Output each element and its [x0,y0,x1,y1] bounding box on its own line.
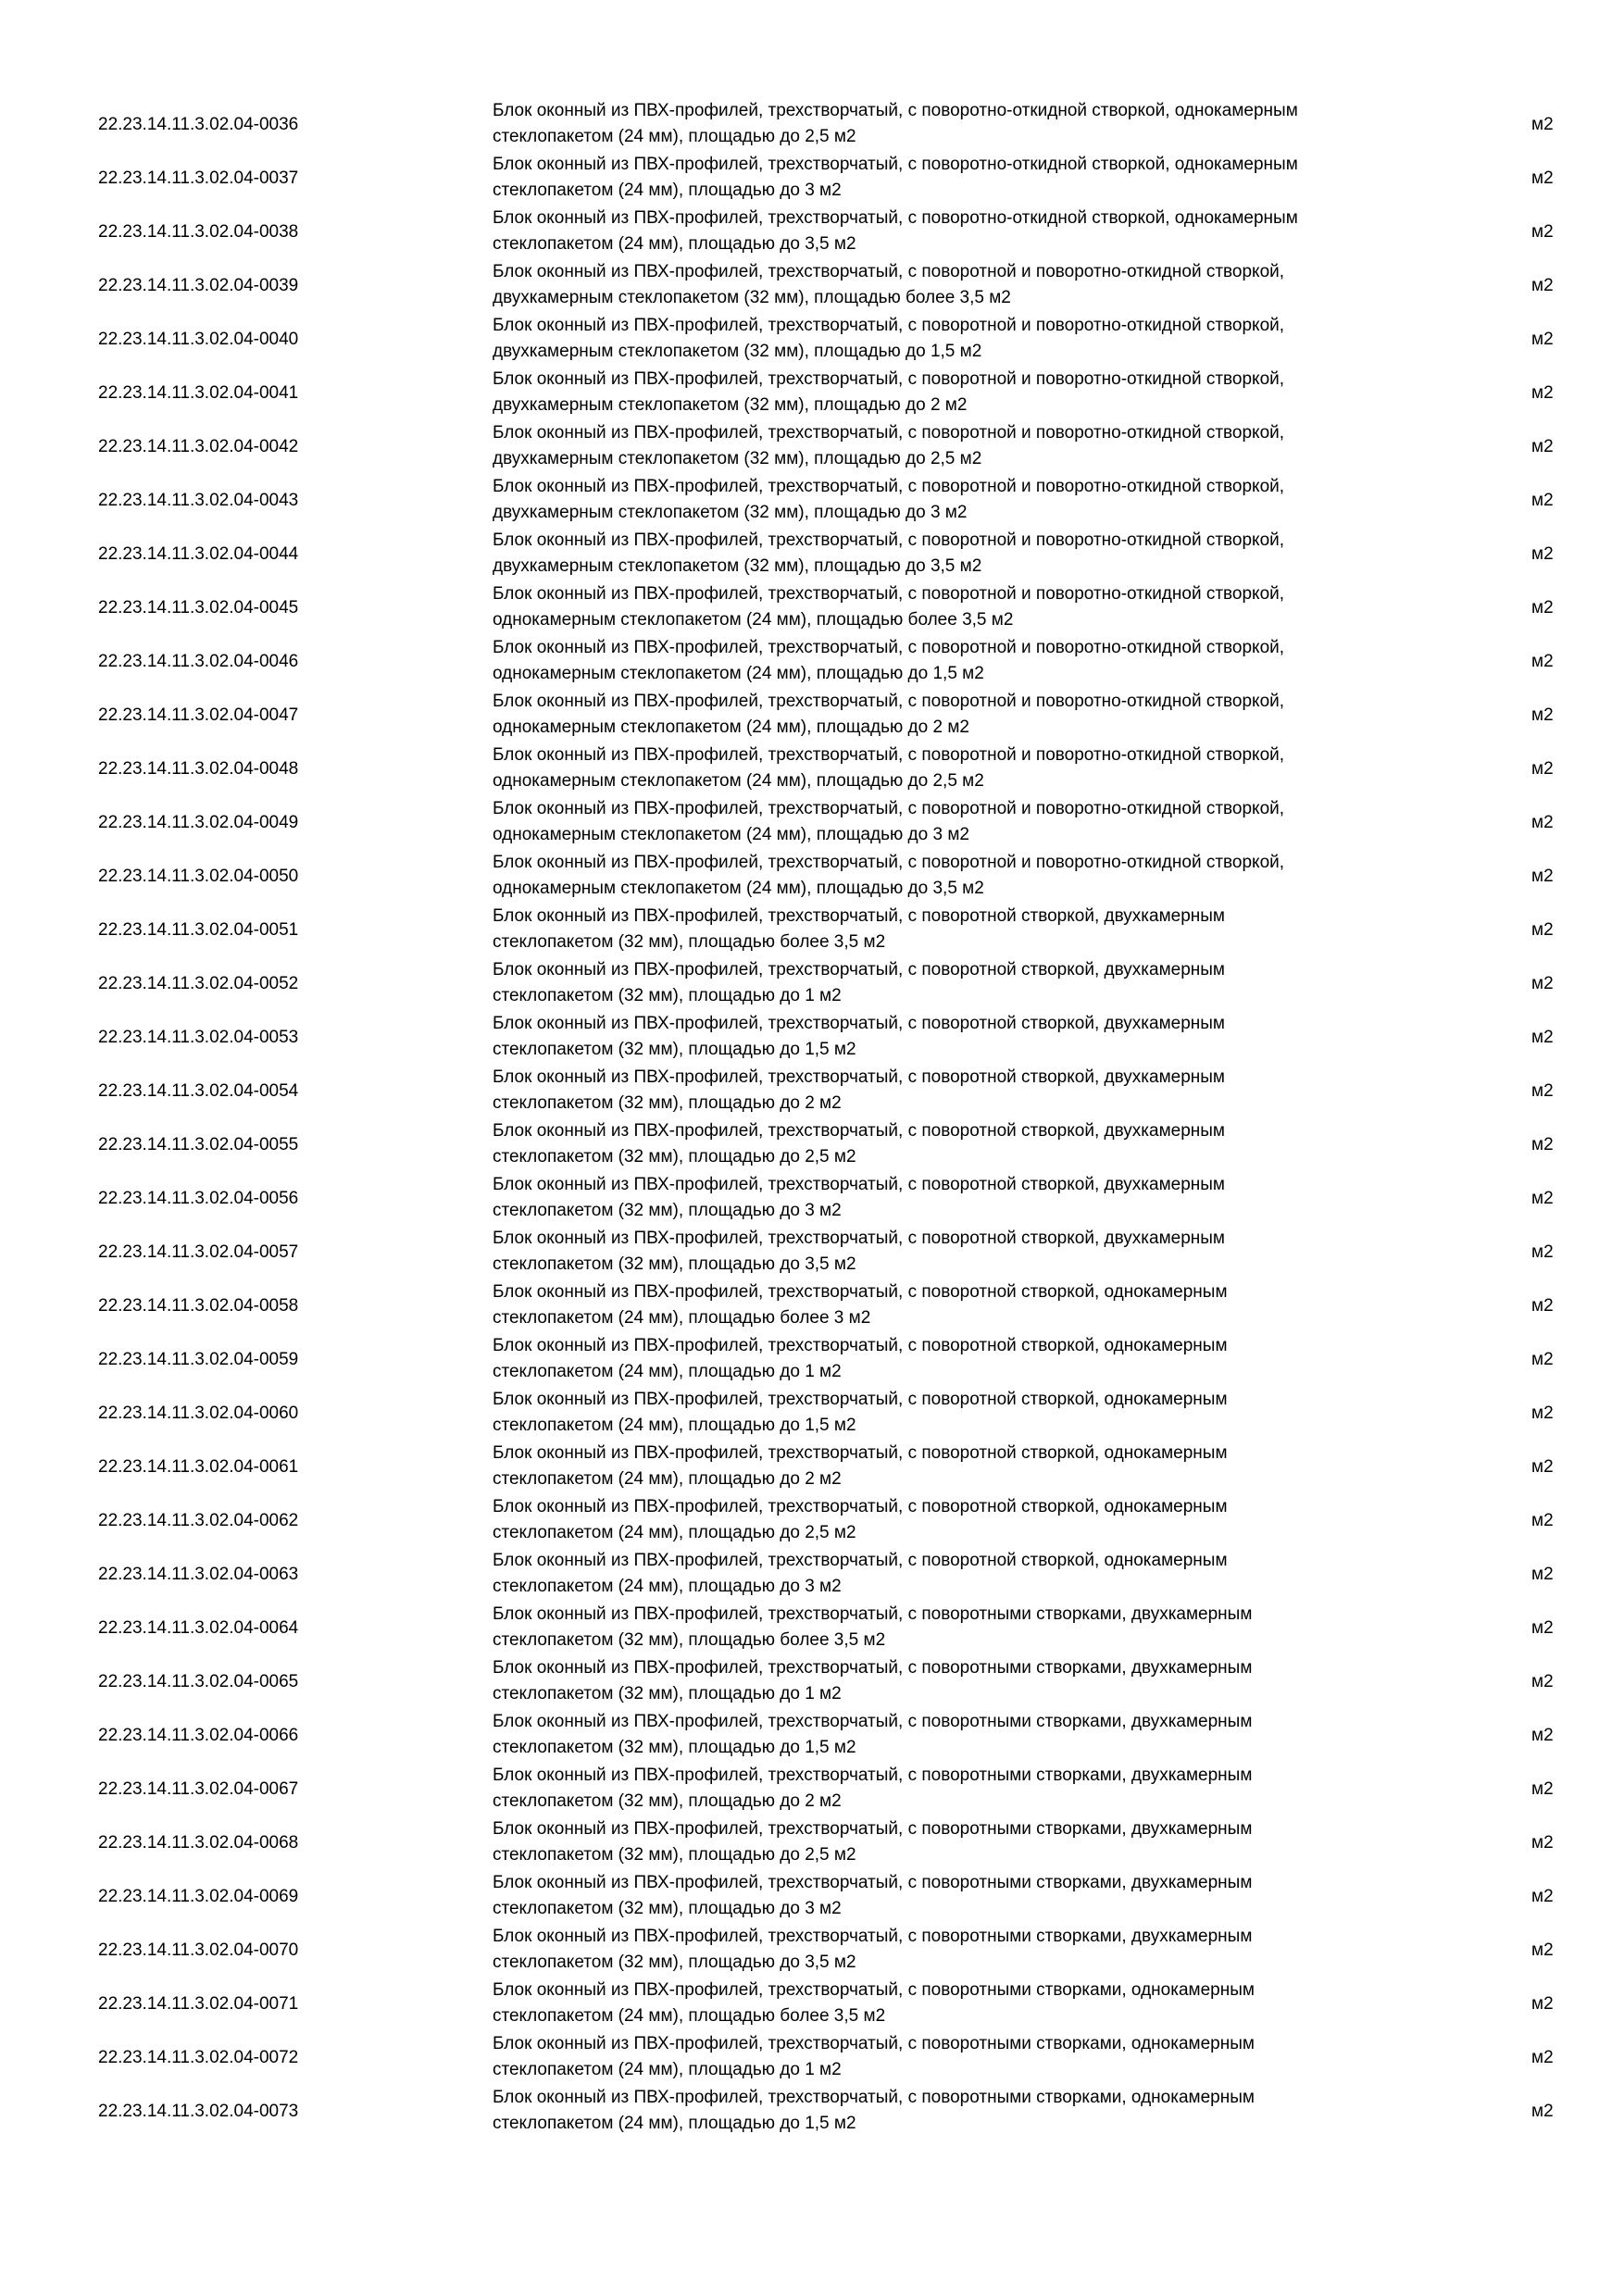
table-row [0,1011,1624,1065]
unit-of-measure: м2 [1531,115,1554,134]
resource-description [493,1816,1418,1870]
description-line-2: однокамерным стеклопакетом (24 мм), площадью более 3,5 м2 [493,610,1014,630]
description-line-1: Блок оконный из ПВХ-профилей, трехстворчатый, с поворотными створками, двухкамерным [493,1766,1253,1785]
resource-description [493,152,1418,206]
description-line-2: стеклопакетом (32 мм), площадью до 2 м2 [493,1093,842,1113]
unit-of-measure: м2 [1531,383,1554,403]
description-line-2: стеклопакетом (32 мм), площадью до 1,5 м2 [493,1040,856,1059]
resource-code: 22.23.14.11.3.02.04-0056 [98,1189,299,1208]
resource-description [493,98,1418,152]
table-row [0,2085,1624,2139]
resource-description [493,474,1418,528]
description-line-1: Блок оконный из ПВХ-профилей, трехстворчатый, с поворотными створками, двухкамерным [493,1873,1253,1892]
description-line-1: Блок оконный из ПВХ-профилей, трехстворчатый, с поворотной створкой, однокамерным [493,1551,1228,1570]
resource-code: 22.23.14.11.3.02.04-0044 [98,544,299,564]
description-line-1: Блок оконный из ПВХ-профилей, трехстворчатый, с поворотными створками, двухкамерным [493,1658,1253,1678]
resource-description [493,742,1418,796]
table-row [0,259,1624,313]
description-line-2: двухкамерным стеклопакетом (32 мм), площадью до 2,5 м2 [493,449,982,468]
resource-code: 22.23.14.11.3.02.04-0060 [98,1404,299,1423]
description-line-1: Блок оконный из ПВХ-профилей, трехстворчатый, с поворотной и поворотно-откидной створкой, [493,423,1285,443]
description-line-1: Блок оконный из ПВХ-профилей, трехстворчатый, с поворотными створками, однокамерным [493,1980,1255,2000]
resource-code: 22.23.14.11.3.02.04-0042 [98,437,299,456]
unit-of-measure: м2 [1531,1189,1554,1208]
resource-code: 22.23.14.11.3.02.04-0039 [98,276,299,295]
description-line-2: стеклопакетом (24 мм), площадью до 3,5 м2 [493,234,856,254]
description-line-2: стеклопакетом (24 мм), площадью до 3 м2 [493,1577,842,1596]
description-line-2: двухкамерным стеклопакетом (32 мм), площадью до 3,5 м2 [493,556,982,576]
description-line-2: однокамерным стеклопакетом (24 мм), площадью до 2,5 м2 [493,771,984,791]
table-row [0,1441,1624,1494]
unit-of-measure: м2 [1531,1940,1554,1960]
unit-of-measure: м2 [1531,1135,1554,1154]
description-line-2: стеклопакетом (32 мм), площадью до 2,5 м2 [493,1845,856,1865]
description-line-1: Блок оконный из ПВХ-профилей, трехстворчатый, с поворотной створкой, однокамерным [493,1282,1228,1302]
resource-code: 22.23.14.11.3.02.04-0047 [98,705,299,725]
table-row [0,1065,1624,1118]
table-row [0,1709,1624,1763]
resource-description [493,2031,1418,2085]
resource-description [493,689,1418,742]
resource-description [493,635,1418,689]
resource-code: 22.23.14.11.3.02.04-0072 [98,2048,299,2067]
table-row [0,1387,1624,1441]
unit-of-measure: м2 [1531,705,1554,725]
unit-of-measure: м2 [1531,1994,1554,2014]
description-line-2: стеклопакетом (24 мм), площадью до 1 м2 [493,2060,842,2079]
description-line-2: стеклопакетом (24 мм), площадью до 2,5 м2 [493,127,856,146]
table-row [0,689,1624,742]
resource-code: 22.23.14.11.3.02.04-0055 [98,1135,299,1154]
description-line-2: двухкамерным стеклопакетом (32 мм), площадью до 3 м2 [493,503,968,522]
table-row [0,1279,1624,1333]
table-row [0,1118,1624,1172]
resource-description [493,1118,1418,1172]
resource-description [493,206,1418,259]
description-line-1: Блок оконный из ПВХ-профилей, трехстворчатый, с поворотной и поворотно-откидной створкой, [493,262,1285,281]
table-row [0,957,1624,1011]
description-line-1: Блок оконный из ПВХ-профилей, трехстворчатый, с поворотной створкой, двухкамерным [493,960,1225,980]
resource-code: 22.23.14.11.3.02.04-0053 [98,1028,299,1047]
table-row [0,1226,1624,1279]
description-line-1: Блок оконный из ПВХ-профилей, трехстворчатый, с поворотной и поворотно-откидной створкой, [493,638,1285,657]
table-row [0,581,1624,635]
resource-code: 22.23.14.11.3.02.04-0068 [98,1833,299,1853]
description-line-2: стеклопакетом (24 мм), площадью до 1 м2 [493,1362,842,1381]
resource-description [493,1924,1418,1978]
unit-of-measure: м2 [1531,168,1554,188]
unit-of-measure: м2 [1531,1296,1554,1316]
resource-code: 22.23.14.11.3.02.04-0048 [98,759,299,779]
description-line-2: стеклопакетом (24 мм), площадью до 1,5 м2 [493,1416,856,1435]
table-row [0,420,1624,474]
description-line-1: Блок оконный из ПВХ-профилей, трехстворчатый, с поворотно-откидной створкой, однокамерным [493,155,1298,174]
description-line-2: стеклопакетом (24 мм), площадью более 3 м2 [493,1308,871,1328]
unit-of-measure: м2 [1531,1081,1554,1101]
description-line-2: двухкамерным стеклопакетом (32 мм), площадью более 3,5 м2 [493,288,1011,307]
table-row [0,313,1624,367]
description-line-1: Блок оконный из ПВХ-профилей, трехстворчатый, с поворотной створкой, двухкамерным [493,906,1225,926]
table-row [0,367,1624,420]
resource-code: 22.23.14.11.3.02.04-0063 [98,1565,299,1584]
resource-code: 22.23.14.11.3.02.04-0071 [98,1994,299,2014]
description-line-1: Блок оконный из ПВХ-профилей, трехстворчатый, с поворотными створками, двухкамерным [493,1819,1253,1839]
resource-table [0,98,1624,2139]
description-line-1: Блок оконный из ПВХ-профилей, трехстворчатый, с поворотной створкой, двухкамерным [493,1014,1225,1033]
description-line-1: Блок оконный из ПВХ-профилей, трехстворчатый, с поворотными створками, двухкамерным [493,1604,1253,1624]
description-line-1: Блок оконный из ПВХ-профилей, трехстворчатый, с поворотными створками, двухкамерным [493,1712,1253,1731]
unit-of-measure: м2 [1531,920,1554,940]
resource-code: 22.23.14.11.3.02.04-0069 [98,1887,299,1906]
description-line-2: стеклопакетом (32 мм), площадью до 1 м2 [493,1684,842,1703]
description-line-1: Блок оконный из ПВХ-профилей, трехстворчатый, с поворотной и поворотно-откидной створкой, [493,799,1285,818]
resource-code: 22.23.14.11.3.02.04-0054 [98,1081,299,1101]
resource-code: 22.23.14.11.3.02.04-0073 [98,2102,299,2121]
table-row [0,1333,1624,1387]
resource-description [493,1655,1418,1709]
resource-code: 22.23.14.11.3.02.04-0046 [98,652,299,671]
unit-of-measure: м2 [1531,1511,1554,1530]
description-line-2: стеклопакетом (32 мм), площадью более 3,5 м2 [493,1630,886,1650]
resource-code: 22.23.14.11.3.02.04-0045 [98,598,299,618]
table-row [0,1763,1624,1816]
description-line-2: стеклопакетом (32 мм), площадью до 1 м2 [493,986,842,1005]
description-line-1: Блок оконный из ПВХ-профилей, трехстворчатый, с поворотной и поворотно-откидной створкой, [493,477,1285,496]
unit-of-measure: м2 [1531,1028,1554,1047]
unit-of-measure: м2 [1531,2048,1554,2067]
resource-description [493,1602,1418,1655]
description-line-2: двухкамерным стеклопакетом (32 мм), площадью до 2 м2 [493,395,968,415]
description-line-2: однокамерным стеклопакетом (24 мм), площадью до 3,5 м2 [493,879,984,898]
resource-description [493,1978,1418,2031]
resource-description [493,420,1418,474]
table-row [0,1172,1624,1226]
resource-code: 22.23.14.11.3.02.04-0057 [98,1242,299,1262]
table-row [0,152,1624,206]
description-line-1: Блок оконный из ПВХ-профилей, трехстворчатый, с поворотной и поворотно-откидной створкой, [493,745,1285,765]
unit-of-measure: м2 [1531,1672,1554,1691]
description-line-1: Блок оконный из ПВХ-профилей, трехстворчатый, с поворотными створками, двухкамерным [493,1927,1253,1946]
resource-description [493,1441,1418,1494]
description-line-2: однокамерным стеклопакетом (24 мм), площадью до 2 м2 [493,718,969,737]
resource-code: 22.23.14.11.3.02.04-0037 [98,168,299,188]
description-line-1: Блок оконный из ПВХ-профилей, трехстворчатый, с поворотной створкой, двухкамерным [493,1121,1225,1141]
description-line-1: Блок оконный из ПВХ-профилей, трехстворчатый, с поворотной створкой, двухкамерным [493,1067,1225,1087]
resource-code: 22.23.14.11.3.02.04-0050 [98,867,299,886]
resource-code: 22.23.14.11.3.02.04-0036 [98,115,299,134]
description-line-1: Блок оконный из ПВХ-профилей, трехстворчатый, с поворотной створкой, однокамерным [493,1390,1228,1409]
unit-of-measure: м2 [1531,1350,1554,1369]
table-row [0,1655,1624,1709]
table-row [0,2031,1624,2085]
description-line-2: стеклопакетом (32 мм), площадью до 2 м2 [493,1791,842,1811]
resource-code: 22.23.14.11.3.02.04-0067 [98,1779,299,1799]
resource-description [493,1870,1418,1924]
unit-of-measure: м2 [1531,1618,1554,1638]
resource-description [493,1226,1418,1279]
table-row [0,796,1624,850]
description-line-1: Блок оконный из ПВХ-профилей, трехстворчатый, с поворотной и поворотно-откидной створкой, [493,853,1285,872]
table-row [0,1494,1624,1548]
resource-code: 22.23.14.11.3.02.04-0040 [98,330,299,349]
table-row [0,904,1624,957]
resource-description [493,957,1418,1011]
resource-code: 22.23.14.11.3.02.04-0066 [98,1726,299,1745]
resource-description [493,1709,1418,1763]
unit-of-measure: м2 [1531,330,1554,349]
resource-description [493,581,1418,635]
resource-code: 22.23.14.11.3.02.04-0049 [98,813,299,832]
description-line-2: однокамерным стеклопакетом (24 мм), площадью до 1,5 м2 [493,664,984,683]
unit-of-measure: м2 [1531,1726,1554,1745]
unit-of-measure: м2 [1531,1833,1554,1853]
resource-code: 22.23.14.11.3.02.04-0070 [98,1940,299,1960]
table-row [0,742,1624,796]
description-line-1: Блок оконный из ПВХ-профилей, трехстворчатый, с поворотно-откидной створкой, однокамерным [493,101,1298,120]
table-row [0,1548,1624,1602]
resource-description [493,904,1418,957]
description-line-2: стеклопакетом (24 мм), площадью до 2,5 м2 [493,1523,856,1542]
resource-description [493,1172,1418,1226]
description-line-2: стеклопакетом (24 мм), площадью более 3,5 м2 [493,2006,886,2026]
description-line-1: Блок оконный из ПВХ-профилей, трехстворчатый, с поворотной створкой, однокамерным [493,1497,1228,1516]
table-row [0,528,1624,581]
unit-of-measure: м2 [1531,437,1554,456]
description-line-2: стеклопакетом (24 мм), площадью до 2 м2 [493,1469,842,1489]
resource-description [493,528,1418,581]
description-line-1: Блок оконный из ПВХ-профилей, трехстворчатый, с поворотной и поворотно-откидной створкой, [493,369,1285,389]
description-line-2: стеклопакетом (32 мм), площадью до 2,5 м2 [493,1147,856,1167]
unit-of-measure: м2 [1531,1457,1554,1477]
description-line-2: однокамерным стеклопакетом (24 мм), площадью до 3 м2 [493,825,969,844]
unit-of-measure: м2 [1531,544,1554,564]
description-line-1: Блок оконный из ПВХ-профилей, трехстворчатый, с поворотно-откидной створкой, однокамерным [493,208,1298,228]
description-line-1: Блок оконный из ПВХ-профилей, трехстворчатый, с поворотной и поворотно-откидной створкой, [493,692,1285,711]
resource-description [493,313,1418,367]
resource-code: 22.23.14.11.3.02.04-0064 [98,1618,299,1638]
resource-description [493,796,1418,850]
description-line-1: Блок оконный из ПВХ-профилей, трехстворчатый, с поворотными створками, однокамерным [493,2034,1255,2053]
description-line-2: стеклопакетом (32 мм), площадью до 3,5 м2 [493,1953,856,1972]
description-line-1: Блок оконный из ПВХ-профилей, трехстворчатый, с поворотной и поворотно-откидной створкой, [493,316,1285,335]
table-row [0,1924,1624,1978]
table-row [0,474,1624,528]
description-line-1: Блок оконный из ПВХ-профилей, трехстворчатый, с поворотной створкой, однокамерным [493,1336,1228,1355]
resource-code: 22.23.14.11.3.02.04-0061 [98,1457,299,1477]
unit-of-measure: м2 [1531,867,1554,886]
description-line-1: Блок оконный из ПВХ-профилей, трехстворчатый, с поворотной створкой, двухкамерным [493,1229,1225,1248]
unit-of-measure: м2 [1531,491,1554,510]
resource-code: 22.23.14.11.3.02.04-0058 [98,1296,299,1316]
resource-description [493,1279,1418,1333]
description-line-2: стеклопакетом (32 мм), площадью до 3,5 м2 [493,1254,856,1274]
table-row [0,1602,1624,1655]
resource-description [493,1494,1418,1548]
description-line-1: Блок оконный из ПВХ-профилей, трехстворчатый, с поворотными створками, однокамерным [493,2088,1255,2107]
resource-description [493,367,1418,420]
table-row [0,98,1624,152]
unit-of-measure: м2 [1531,1779,1554,1799]
unit-of-measure: м2 [1531,1565,1554,1584]
unit-of-measure: м2 [1531,276,1554,295]
description-line-1: Блок оконный из ПВХ-профилей, трехстворчатый, с поворотной и поворотно-откидной створкой, [493,530,1285,550]
table-row [0,850,1624,904]
description-line-1: Блок оконный из ПВХ-профилей, трехстворчатый, с поворотной створкой, двухкамерным [493,1175,1225,1194]
resource-code: 22.23.14.11.3.02.04-0052 [98,974,299,993]
resource-code: 22.23.14.11.3.02.04-0065 [98,1672,299,1691]
unit-of-measure: м2 [1531,1887,1554,1906]
unit-of-measure: м2 [1531,1404,1554,1423]
resource-code: 22.23.14.11.3.02.04-0062 [98,1511,299,1530]
description-line-2: стеклопакетом (32 мм), площадью до 3 м2 [493,1899,842,1918]
resource-description [493,1763,1418,1816]
description-line-2: стеклопакетом (32 мм), площадью до 1,5 м2 [493,1738,856,1757]
description-line-2: стеклопакетом (32 мм), площадью до 3 м2 [493,1201,842,1220]
description-line-2: стеклопакетом (24 мм), площадью до 1,5 м2 [493,2114,856,2133]
resource-code: 22.23.14.11.3.02.04-0051 [98,920,299,940]
resource-description [493,1011,1418,1065]
resource-code: 22.23.14.11.3.02.04-0059 [98,1350,299,1369]
description-line-1: Блок оконный из ПВХ-профилей, трехстворчатый, с поворотной створкой, однокамерным [493,1443,1228,1463]
resource-code: 22.23.14.11.3.02.04-0038 [98,222,299,242]
resource-description [493,259,1418,313]
unit-of-measure: м2 [1531,652,1554,671]
resource-description [493,850,1418,904]
description-line-2: двухкамерным стеклопакетом (32 мм), площадью до 1,5 м2 [493,342,982,361]
resource-description [493,1548,1418,1602]
resource-description [493,1065,1418,1118]
unit-of-measure: м2 [1531,974,1554,993]
description-line-2: стеклопакетом (24 мм), площадью до 3 м2 [493,181,842,200]
resource-description [493,1333,1418,1387]
unit-of-measure: м2 [1531,598,1554,618]
unit-of-measure: м2 [1531,759,1554,779]
table-row [0,1816,1624,1870]
unit-of-measure: м2 [1531,813,1554,832]
table-row [0,635,1624,689]
unit-of-measure: м2 [1531,2102,1554,2121]
table-row [0,206,1624,259]
resource-description [493,1387,1418,1441]
table-row [0,1978,1624,2031]
resource-code: 22.23.14.11.3.02.04-0041 [98,383,299,403]
unit-of-measure: м2 [1531,222,1554,242]
description-line-1: Блок оконный из ПВХ-профилей, трехстворчатый, с поворотной и поворотно-откидной створкой, [493,584,1285,604]
description-line-2: стеклопакетом (32 мм), площадью более 3,5 м2 [493,932,886,952]
resource-description [493,2085,1418,2139]
resource-code: 22.23.14.11.3.02.04-0043 [98,491,299,510]
table-row [0,1870,1624,1924]
unit-of-measure: м2 [1531,1242,1554,1262]
